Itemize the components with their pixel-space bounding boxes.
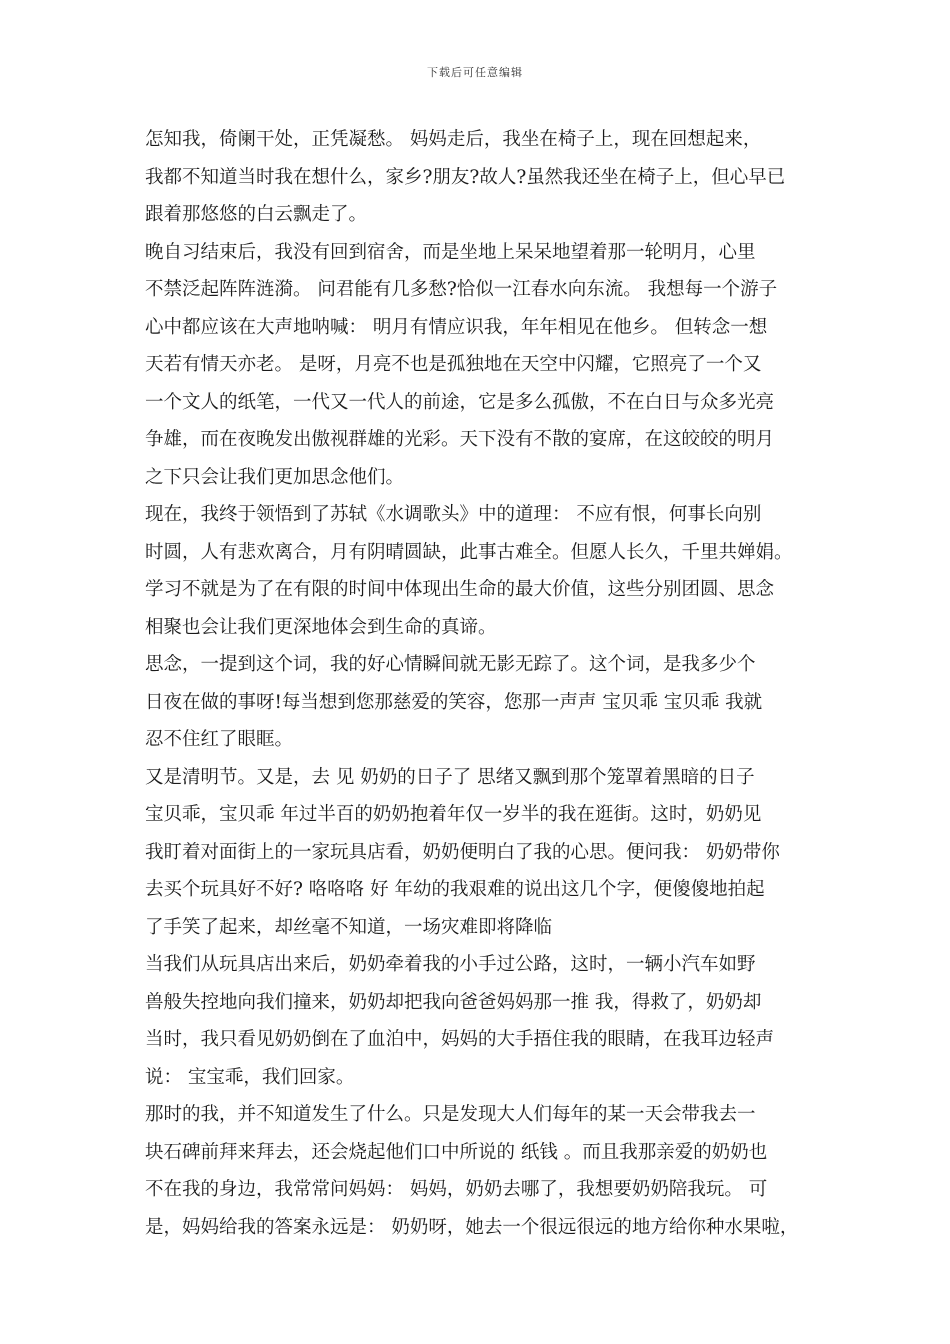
- text-line: 不禁泛起阵阵涟漪。 问君能有几多愁?恰似一江春水向东流。 我想每一个游子: [145, 279, 778, 300]
- text-line: 不在我的身边，我常常问妈妈： 妈妈，奶奶去哪了，我想要奶奶陪我玩。 可: [145, 1179, 768, 1200]
- text-line: 日夜在做的事呀!每当想到您那慈爱的笑容，您那一声声 宝贝乖 宝贝乖 我就: [145, 691, 763, 713]
- text-line: 忍不住红了眼眶。: [145, 729, 294, 750]
- text-line: 之下只会让我们更加思念他们。: [145, 466, 405, 488]
- text-line: 我都不知道当时我在想什么，家乡?朋友?故人?虽然我还坐在椅子上，但心早已: [145, 166, 786, 188]
- text-line: 心中都应该在大声地呐喊： 明月有情应识我，年年相见在他乡。 但转念一想: [145, 316, 768, 338]
- text-line: 一个文人的纸笔，一代又一代人的前途，它是多么孤傲，不在白日与众多光亮: [145, 391, 775, 413]
- text-line: 思念，一提到这个词，我的好心情瞬间就无影无踪了。这个词，是我多少个: [145, 654, 756, 675]
- text-line: 兽般失控地向我们撞来，奶奶却把我向爸爸妈妈那一推 我，得救了，奶奶却: [145, 991, 762, 1013]
- text-line: 怎知我，倚阑干处，正凭凝愁。 妈妈走后，我坐在椅子上，现在回想起来，: [145, 129, 762, 150]
- text-line: 晚自习结束后，我没有回到宿舍，而是坐地上呆呆地望着那一轮明月，心里: [145, 241, 756, 263]
- text-line: 跟着那悠悠的白云飘走了。: [145, 204, 368, 225]
- text-line: 去买个玩具好不好? 咯咯咯 好 年幼的我艰难的说出这几个字，便傻傻地拍起: [145, 879, 765, 900]
- text-line: 相聚也会让我们更深地体会到生命的真谛。: [145, 616, 497, 638]
- text-line: 那时的我，并不知道发生了什么。只是发现大人们每年的某一天会带我去一: [145, 1104, 756, 1125]
- text-line: 块石碑前拜来拜去，还会烧起他们口中所说的 纸钱 。而且我那亲爱的奶奶也: [145, 1141, 768, 1163]
- text-line: 了手笑了起来，却丝毫不知道，一场灾难即将降临: [145, 916, 553, 938]
- text-line: 宝贝乖，宝贝乖 年过半百的奶奶抱着年仅一岁半的我在逛街。这时，奶奶见: [145, 804, 762, 825]
- text-line: 我盯着对面街上的一家玩具店看，奶奶便明白了我的心思。便问我： 奶奶带你: [145, 841, 780, 863]
- text-line: 学习不就是为了在有限的时间中体现出生命的最大价值，这些分别团圆、思念: [145, 579, 775, 600]
- page-header-note: 下载后可任意编辑: [427, 66, 523, 79]
- text-line: 是，妈妈给我的答案永远是： 奶奶呀，她去一个很远很远的地方给你种水果啦，: [145, 1216, 799, 1238]
- text-line: 现在，我终于领悟到了苏轼《水调歌头》中的道理： 不应有恨，何事长向别: [145, 504, 762, 525]
- text-line: 又是清明节。又是，去 见 奶奶的日子了 思绪又飘到那个笼罩着黑暗的日子: [145, 766, 755, 788]
- text-line: 时圆，人有悲欢离合，月有阴晴圆缺，此事古难全。但愿人长久，千里共婵娟。: [145, 541, 793, 563]
- text-line: 当我们从玩具店出来后，奶奶牵着我的小手过公路，这时，一辆小汽车如野: [145, 954, 756, 975]
- document-body: [145, 121, 825, 1246]
- text-line: 当时，我只看见奶奶倒在了血泊中，妈妈的大手捂住我的眼睛，在我耳边轻声: [145, 1029, 775, 1050]
- text-line: 争雄，而在夜晚发出傲视群雄的光彩。天下没有不散的宴席，在这皎皎的明月: [145, 429, 775, 450]
- text-line: 说： 宝宝乖，我们回家。: [145, 1066, 355, 1088]
- text-line: 天若有情天亦老。 是呀，月亮不也是孤独地在天空中闪耀，它照亮了一个又: [145, 354, 762, 375]
